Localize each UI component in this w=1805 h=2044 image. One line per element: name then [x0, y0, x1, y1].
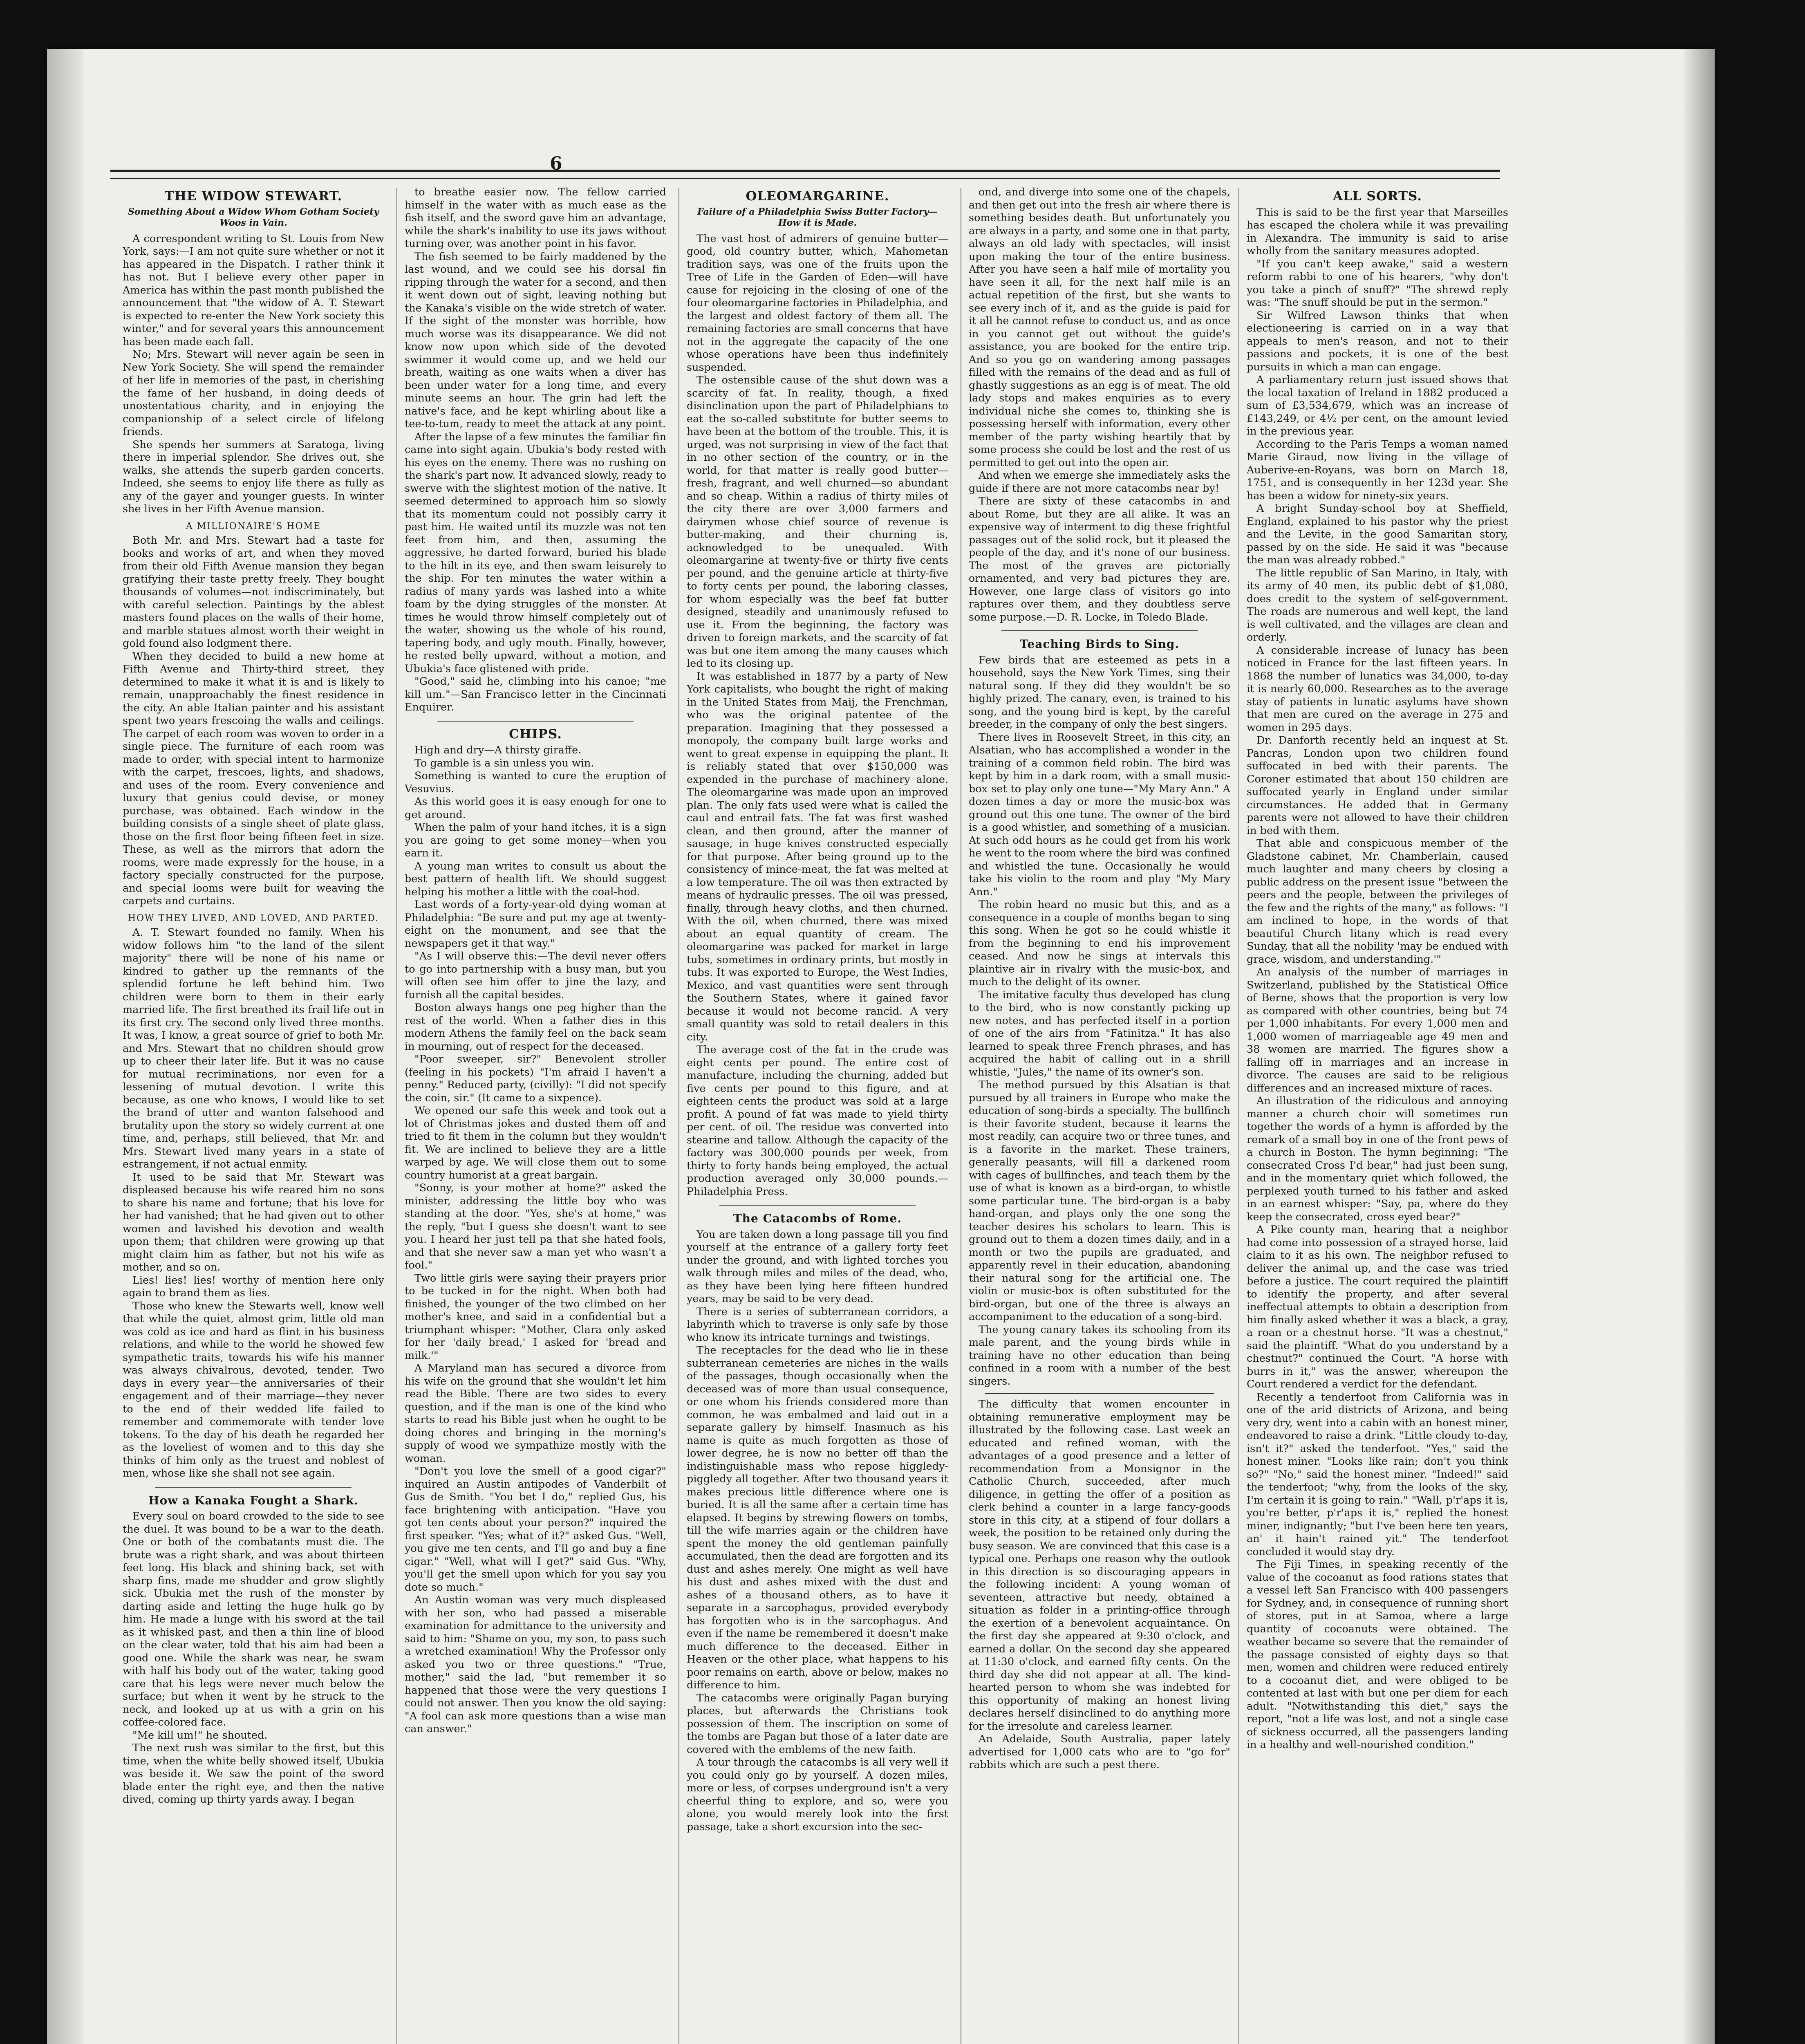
column-2 [405, 186, 666, 2044]
paragraph: An analysis of the number of marriages in Switzerland, published by the Statistical Office of Berne, shows that the proportion is very low as compared with other countries, being but 74 per 1,000 inhabitants. For every 1,000 men and 1,000 women of marriageable age 49 men and 38 women are married. The figures show a falling off in marriages and an increase in divorce. The causes are said to be religious differences and an increased mixture of races. [1247, 966, 1508, 1094]
paragraph: "Sonny, is your mother at home?" asked the minister, addressing the little boy who was standing at the door. "Yes, she's at home," was the reply, "but I guess she doesn't want to see you. I heard her just tell pa that she hated fools, and that she never saw a man yet who wasn't a fool." [405, 1182, 666, 1271]
paragraph: There lives in Roosevelt Street, in this city, an Alsatian, who has accomplished a wonder in the training of a common field robin. The bird was kept by him in a dark room, with a small music-box set to play only one tune—"My Mary Ann." A dozen times a day or more the music-box was ground out this one tune. The owner of the bird is a good whistler, and something of a musician. At such odd hours as he could get from his work he went to the room where the bird was confined and whistled the tune. Occasionally he would take his violin to the room and play "My Mary Ann." [969, 731, 1230, 898]
article-title: ALL SORTS. [1332, 189, 1422, 204]
column-1 [123, 186, 384, 2044]
article-title: THE WIDOW STEWART. [164, 189, 343, 204]
paragraph: According to the Paris Temps a woman named Marie Giraud, now living in the village of Auberive-en-Royans, was born on March 18, 1751, and is consequently in her 123d year. She has been a widow for ninety-six years. [1247, 438, 1508, 502]
article-subtitle: Something About a Widow Whom Gotham Society Woos in Vain. [128, 206, 379, 228]
paragraph: The young canary takes its schooling from its male parent, and the young birds while in training have no other education than being confined in a room with a number of the best singers. [969, 1323, 1230, 1387]
page-edge [1684, 49, 1715, 2044]
paragraph: "Good," said he, climbing into his canoe; "me kill um."—San Francisco letter in the Cincinnati Enquirer. [405, 675, 666, 713]
paragraph: to breathe easier now. The fellow carried himself in the water with as much ease as the fish itself, and the sword gave him an advantage, while the shark's inability to use its jaws without turning over, was another point in his favor. [405, 186, 666, 250]
paragraph: An Austin woman was very much displeased with her son, who had passed a miserable examination for admittance to the university and said to him: "Shame on you, my son, to pass such a wretched examination! Why the Professor only asked you two or three questions." "True, mother," said the lad, "but remember it so happened that those were the very questions I could not answer. Then you know the old saying: "A fool can ask more questions than a wise man can answer." [405, 1594, 666, 1735]
paragraph: "Poor sweeper, sir?" Benevolent stroller (feeling in his pockets) "I'm afraid I haven't a penny." Reduced party, (civilly): "I did not specify the coin, sir." (It came to a sixpence). [405, 1053, 666, 1104]
article-title: CHIPS. [509, 726, 562, 742]
paragraph: To gamble is a sin unless you win. [414, 757, 594, 769]
paragraph: You are taken down a long passage till you find yourself at the entrance of a gallery forty feet under the ground, and with lighted torches you walk through miles and miles of the dead, who, as they have been lying here fifteen hundred years, may be said to be very dead. [687, 1228, 948, 1305]
column-3 [687, 186, 948, 2044]
article-title: Teaching Birds to Sing. [1019, 637, 1180, 651]
paragraph: That able and conspicuous member of the Gladstone cabinet, Mr. Chamberlain, caused much laughter and many cheers by closing a public address on the present issue "between the peers and the people, between the privileges of the few and the rights of the many," as follows: "I am inclined to hope, in the words of that beautiful Church litany which is read every Sunday, that all the nobility 'may be endued with grace, wisdom, and understanding.'" [1247, 837, 1508, 966]
paragraph: After the lapse of a few minutes the familiar fin came into sight again. Ubukia's body rested with his eyes on the enemy. There was no rushing on the shark's part now. It advanced slowly, ready to swerve with the slightest motion of the native. It seemed determined to approach him so slowly that its momentum could not possibly carry it past him. He waited until its muzzle was not ten feet from him, and then, assuming the aggressive, he darted forward, buried his blade to the hilt in its eye, and then swam leisurely to the ship. For ten minutes the water within a radius of many yards was lashed into a white foam by the dying struggles of the monster. At times he would throw himself completely out of the water, showing us the whole of his round, tapering body, and ugly mouth. Finally, however, he rested belly upward, without a motion, and Ubukia's face glistened with pride. [405, 430, 666, 675]
paragraph: A considerable increase of lunacy has been noticed in France for the last fifteen years. In 1868 the number of lunatics was 34,000, to-day it is nearly 60,000. Researches as to the average stay of patients in lunatic asylums have shown that men are cured on the average in 275 and women in 295 days. [1247, 644, 1508, 734]
paragraph: No; Mrs. Stewart will never again be seen in New York Society. She will spend the remainder of her life in memories of the past, in cherishing the fame of her husband, in doing deeds of unostentatious charity, and in enjoying the companionship of a select circle of lifelong friends. [123, 348, 384, 438]
paragraph: The robin heard no music but this, and as a consequence in a couple of months began to sing this song. When he got so he could whistle it from the beginning to end his improvement ceased. And now he sings at intervals this plaintive air in rivalry with the music-box, and much to the delight of its owner. [969, 899, 1230, 988]
paragraph: "Me kill um!" he shouted. [132, 1729, 268, 1741]
paragraph: Both Mr. and Mrs. Stewart had a taste for books and works of art, and when they moved from their old Fifth Avenue mansion they began gratifying their taste pretty freely. They bought thousands of volumes—not indiscriminately, but with careful selection. Paintings by the ablest masters found places on the walls of their home, and marble statues almost worth their weight in gold found also lodgment there. [123, 534, 384, 650]
paragraph: There is a series of subterranean corridors, a labyrinth which to traverse is only safe by those who know its intricate turnings and twistings. [687, 1305, 948, 1344]
column-separator [396, 188, 397, 2044]
paragraph: Something is wanted to cure the eruption of Vesuvius. [405, 770, 666, 795]
article-title: OLEOMARGARINE. [746, 189, 889, 204]
paragraph: A young man writes to consult us about the best pattern of health lift. We should suggest helping his mother a little with the coal-hod. [405, 860, 666, 898]
article-divider [155, 1487, 352, 1488]
paragraph: When they decided to build a new home at Fifth Avenue and Thirty-third street, they determined to make it what it is and is likely to remain, unapproachably the finest residence in the city. An able Italian painter and his assistant spent two years frescoing the walls and ceilings. The carpet of each room was woven to order in a single piece. The furniture of each room was made to order, with special intent to harmonize with the carpet, frescoes, lights, and shadows, and uses of the room. Every convenience and luxury that genius could devise, or money purchase, was obtained. Each window in the building consists of a single sheet of plate glass, those on the first floor being fifteen feet in size. These, as well as the mirrors that adorn the rooms, were made expressly for the house, in a factory specially constructed for the purpose, and special looms were built for weaving the carpets and curtains. [123, 650, 384, 907]
column-5 [1247, 186, 1508, 2044]
article-divider [985, 1393, 1214, 1394]
paragraph: A Maryland man has secured a divorce from his wife on the ground that she wouldn't let him read the Bible. There are two sides to every question, and if the man is one of the kind who starts to read his Bible just when he ought to be doing chores and bringing in the morning's supply of wood we sympathize mostly with the woman. [405, 1362, 666, 1465]
article-title: How a Kanaka Fought a Shark. [148, 1493, 358, 1507]
paragraph: Recently a tenderfoot from California was in one of the arid districts of Arizona, and being very dry, went into a cabin with an honest miner, endeavored to raise a drink. "Little cloudy to-day, isn't it?" asked the tenderfoot. "Yes," said the honest miner. "Looks like rain; don't you think so?" "No," said the honest miner. "Indeed!" said the tenderfoot; "why, from the looks of the sky, I'm certain it is going to rain." "Wall, p'r'aps it is, you're better, p'r'aps it is," replied the honest miner, indignantly; "but I've been here ten years, an' it hain't rained yit." The tenderfoot concluded it would stay dry. [1247, 1391, 1508, 1558]
paragraph: She spends her summers at Saratoga, living there in imperial splendor. She drives out, she walks, she attends the superb garden concerts. Indeed, she seems to enjoy life there as fully as any of the gayer and younger guests. In winter she lives in her Fifth Avenue mansion. [123, 438, 384, 515]
paragraph: High and dry—A thirsty giraffe. [414, 744, 582, 756]
paragraph: Those who knew the Stewarts well, know well that while the quiet, almost grim, little old man was cold as ice and hard as flint in his business relations, and while to the world he showed few sympathetic traits, towards his wife his manner was always chivalrous, devoted, tender. Two days in every year—the anniversaries of their engagement and of their marriage—they never to the end of their wedded life failed to remember and commemorate with tender love tokens. To the day of his death he regarded her as the loveliest of women and to this day she thinks of him only as the truest and noblest of men, whose like she shall not see again. [123, 1300, 384, 1479]
paragraph: Lies! lies! lies! worthy of mention here only again to brand them as lies. [123, 1274, 384, 1299]
paragraph: Last words of a forty-year-old dying woman at Philadelphia: "Be sure and put my age at twenty-eight on the monument, and see that the newspapers get it that way." [405, 899, 666, 950]
paragraph: A bright Sunday-school boy at Sheffield, England, explained to his pastor why the priest and the Levite, in the good Samaritan story, passed by on the side. He said it was "because the man was already robbed." [1247, 502, 1508, 566]
section-subhead: HOW THEY LIVED, AND LOVED, AND PARTED. [128, 913, 379, 923]
paragraph: It used to be said that Mr. Stewart was displeased because his wife reared him no sons to share his name and fortune; that his love for her had vanished; that he had given out to other women and lavished his devotion and wealth upon them; that children were growing up that might claim him as father, but not his wife as mother, and so on. [123, 1171, 384, 1273]
paragraph: "Don't you love the smell of a good cigar?" inquired an Austin antipodes of Vanderbilt of Gus de Smith. "You bet I do," replied Gus, his face brightening with anticipation. "Have you got ten cents about your person?" inquired the first speaker. "Yes; what of it?" asked Gus. "Well, you give me ten cents, and I'll go and buy a fine cigar." "Well, what will I get?" said Gus. "Why, you'll get the smell upon which for you say you dote so much." [405, 1465, 666, 1594]
paragraph: We opened our safe this week and took out a lot of Christmas jokes and dusted them off and tried to fit them in the column but they wouldn't fit. We are inclined to believe they are a little warped by age. We will close them out to some country humorist at a great bargain. [405, 1105, 666, 1181]
header-rule [110, 170, 1500, 179]
paragraph: Boston always hangs one peg higher than the rest of the world. When a father dies in this modern Athens the family feel on the back seam in mourning, out of respect for the deceased. [405, 1002, 666, 1053]
article-divider [719, 1205, 916, 1206]
paragraph: The average cost of the fat in the crude was eight cents per pound. The entire cost of manufacture, including the churning, added but five cents per pound to this figure, and at eighteen cents the product was sold at a large profit. A pound of fat was made to yield thirty per cent. of oil. The residue was converted into stearine and tallow. Although the capacity of the factory was 300,000 pounds per week, from thirty to forty hands being employed, the actual production averaged only 30,000 pounds.—Philadelphia Press. [687, 1044, 948, 1198]
paragraph: Two little girls were saying their prayers prior to be tucked in for the night. When both had finished, the younger of the two climbed on her mother's knee, and said in a confidential but a triumphant whisper: "Mother, Clara only asked for her 'daily bread,' I asked for 'bread and milk.'" [405, 1272, 666, 1362]
paragraph: A correspondent writing to St. Louis from New York, says:—I am not quite sure whether or not it has appeared in the Dispatch. I rather think it has not. But I believe every other paper in America has within the past month published the announcement that "the widow of A. T. Stewart is expected to re-enter the New York society this winter," and for several years this announcement has been made each fall. [123, 232, 384, 348]
column-4 [969, 186, 1230, 2044]
paragraph: There are sixty of these catacombs in and about Rome, but they are all alike. It was an expensive way of interment to dig these frightful passages out of the solid rock, but it pleased the people of the day, and it's none of our business. The most of the graves are pictorially ornamented, and very bad pictures they are. However, one large class of visitors go into raptures over them, and they doubtless serve some purpose.—D. R. Locke, in Toledo Blade. [969, 495, 1230, 623]
article-title: The Catacombs of Rome. [733, 1212, 902, 1225]
paragraph: The fish seemed to be fairly maddened by the last wound, and we could see his dorsal fin ripping through the water for a second, and then it went down out of sight, leaving nothing but the Kanaka's visible on the wide stretch of water. If the sight of the monster was horrible, how much worse was its disappearance. We did not know now upon which side of the devoted swimmer it would come up, and we held our breath, waiting as one waits when a diver has been under water for a long time, and every minute seems an hour. The grin had left the native's face, and he kept whirling about like a tee-to-tum, ready to meet the attack at any point. [405, 250, 666, 430]
paragraph: The ostensible cause of the shut down was a scarcity of fat. In reality, though, a fixed disinclination upon the part of Philadelphians to eat the so-called substitute for butter seems to have been at the bottom of the trouble. This, it is urged, was not surprising in view of the fact that in no other section of the country, or in the world, for that matter is really good butter—fresh, fragrant, and well churned—so abundant and so cheap. Within a radius of thirty miles of the city there are over 3,000 farmers and dairymen whose chief source of revenue is butter-making, and their churning is, acknowledged to be unequaled. With oleomargarine at twenty-five or thirty five cents per pound, and the genuine article at thirty-five to forty cents per pound, the laboring classes, for whom especially was the beef fat butter designed, steadily and unanimously refused to use it. From the beginning, the factory was driven to foreign markets, and the scarcity of fat was but one item among the many causes which led to its closing up. [687, 374, 948, 670]
page-number: 6 [550, 153, 565, 174]
paragraph: A Pike county man, hearing that a neighbor had come into possession of a strayed horse, laid claim to it as his own. The neighbor refused to deliver the animal up, and the case was tried before a justice. The court required the plaintiff to identify the property, and after several ineffectual attempts to obtain a description from him finally asked whether it was a black, a gray, a roan or a chestnut horse. "It was a chestnut," said the plaintiff. "What do you understand by a chestnut?" continued the Court. "A horse with burrs in it," was the answer, whereupon the Court rendered a verdict for the defendant. [1247, 1224, 1508, 1390]
paragraph: "As I will observe this:—The devil never offers to go into partnership with a busy man, but you will often see him offer to jine the lazy, and furnish all the capital besides. [405, 950, 666, 1001]
paragraph: The little republic of San Marino, in Italy, with its army of 40 men, its public debt of $1,080, does credit to the system of self-government. The roads are numerous and well kept, the land is well cultivated, and the villages are clean and orderly. [1247, 567, 1508, 643]
paragraph: The Fiji Times, in speaking recently of the value of the cocoanut as food rations states that a vessel left San Francisco with 400 passengers for Sydney, and, in consequence of running short of stores, put in at Samoa, where a large quantity of cocoanuts were obtained. The weather became so severe that the remainder of the passage consisted of eighty days so that men, women and children were reduced entirely to a cocoanut diet, and were obliged to be contented at last with but one per diem for each adult. "Notwithstanding this diet," says the report, "not a life was lost, and not a single case of sickness occurred, all the passengers landing in a healthy and well-nourished condition." [1247, 1558, 1508, 1751]
paragraph: Dr. Danforth recently held an inquest at St. Pancras, London upon two children found suffocated in bed with their parents. The Coroner estimated that about 150 children are suffocated yearly in England under similar circumstances. He added that in Germany parents were not allowed to have their children in bed with them. [1247, 734, 1508, 837]
paragraph: A parliamentary return just issued shows that the local taxation of Ireland in 1882 produced a sum of £3,534,679, which was an increase of £143,249, or 4½ per cent, on the amount levied in the previous year. [1247, 374, 1508, 437]
paragraph: As this world goes it is easy enough for one to get around. [405, 796, 666, 821]
paragraph: "If you can't keep awake," said a western reform rabbi to one of his hearers, "why don't you take a pinch of snuff?" "The shrewd reply was: "The snuff should be put in the sermon." [1247, 258, 1508, 309]
paragraph: The difficulty that women encounter in obtaining remunerative employment may be illustrated by the following case. Last week an educated and refined woman, with the advantages of a good presence and a letter of recommendation from a Monsignor in the Catholic Church, succeeded, after much diligence, in getting the offer of a position as clerk behind a counter in a large fancy-goods store in this city, at a stipend of four dollars a week, the position to be retained only during the busy season. We are convinced that this case is a typical one. Perhaps one reason why the outlook in this direction is so discouraging appears in the following incident: A young woman of seventeen, attractive but needy, obtained a situation as folder in a printing-office through the exertion of a benevolent acquaintance. On the first day she appeared at 9:30 o'clock, and earned a dollar. On the second day she appeared at 11:30 o'clock, and earned fifty cents. On the third day she did not appear at all. The kind-hearted person to whom she was indebted for this opportunity of making an honest living declares herself disinclined to do anything more for the irresolute and careless learner. [969, 1398, 1230, 1732]
article-divider [1001, 630, 1198, 631]
paragraph: Few birds that are esteemed as pets in a household, says the New York Times, sing their natural song. If they did they wouldn't be so highly prized. The canary, even, is trained to his song, and the young bird is kept, by the careful breeder, in the company of only the best singers. [969, 654, 1230, 731]
paragraph: The method pursued by this Alsatian is that pursued by all trainers in Europe who make the education of song-birds a specialty. The bullfinch is their favorite student, because it learns the most readily, can acquire two or three tunes, and is a favorite in the market. These trainers, generally peasants, will fill a darkened room with cages of bullfinches, and teach them by the use of what is known as a bird-organ, to whistle some particular tune. The bird-organ is a baby hand-organ, and plays only the one song the teacher desires his scholars to learn. This is ground out to them a dozen times daily, and in a month or two the pupils are graduated, and apparently revel in their education, abandoning their natural song for the artificial one. The violin or music-box is often substituted for the bird-organ, but one of the three is always an accompaniment to the education of a song-bird. [969, 1079, 1230, 1323]
paragraph: An illustration of the ridiculous and annoying manner a church choir will sometimes run together the words of a hymn is afforded by the remark of a small boy in one of the front pews of a church in Boston. The hymn beginning: "The consecrated Cross I'd bear," had just been sung, and in the momentary quiet which followed, the perplexed youth turned to his father and asked in an earnest whisper: "Say, pa, where do they keep the consecrated, cross eyed bear?" [1247, 1095, 1508, 1223]
paragraph: The receptacles for the dead who lie in these subterranean cemeteries are niches in the walls of the passages, though occasionally when the deceased was of more than usual consequence, or one whom his friends considered more than common, he was embalmed and laid out in a separate gallery by himself. Inasmuch as his name is quite as much forgotten as those of lower degree, he is now no better off than the indistinguishable mass who repose higgledy-piggledy all together. After two thousand years it makes precious little difference where one is buried. It is all the same after a certain time has elapsed. It begins by strewing flowers on tombs, till the wife marries again or the children have spent the money the old gentleman painfully accumulated, then the dead are forgotten and its dust and ashes merely. One might as well have his dust and ashes mixed with the dust and ashes of a thousand others, as to have it separate in a sarcophagus, provided everybody has forgotten who is in the sarcophagus. And even if the name be remembered it doesn't make much difference to the deceased. Either in Heaven or the other place, what happens to his poor remains on earth, above or below, makes no difference to him. [687, 1344, 948, 1691]
paragraph: It was established in 1877 by a party of New York capitalists, who bought the right of making in the United States from Maij, the Frenchman, who was the original patentee of the preparation. Imagining that they possessed a monopoly, the company built large works and went to great expense in equipping the plant. It is reliably stated that over $150,000 was expended in the purchase of machinery alone. The oleomargarine was made upon an improved plan. The only fats used were what is called the caul and entrail fats. The fat was first washed clean, and then ground, after the manner of sausage, in huge knives constructed especially for that purpose. After being ground up to the consistency of mince-meat, the fat was melted at a low temperature. The oil was then extracted by means of hydraulic presses. The oil was pressed, finally, through heavy cloths, and then churned. With the oil, when churned, there was mixed about an equal quantity of cream. The oleomargarine was packed for market in large tubs, sometimes in ordinary prints, but mostly in tubs. It was exported to Europe, the West Indies, Mexico, and vast quantities were sent through the Southern States, where it gained favor because it would not become rancid. A very small quantity was sold to retail dealers in this city. [687, 670, 948, 1043]
paragraph: The next rush was similar to the first, but this time, when the white belly showed itself, Ubukia was beside it. We saw the point of the sword blade enter the right eye, and then the native dived, coming up thirty yards away. I began [123, 1742, 384, 1806]
paragraph: And when we emerge she immediately asks the guide if there are not more catacombs near by! [969, 469, 1230, 495]
page-gutter [47, 49, 84, 2044]
article-divider [437, 721, 634, 722]
paragraph: An Adelaide, South Australia, paper lately advertised for 1,000 cats who are to "go for" rabbits which are such a pest there. [969, 1733, 1230, 1771]
paragraph: The imitative faculty thus developed has clung to the bird, who is now constantly picking up new notes, and has perfected itself in a portion of one of the airs from "Fatinitza." It has also learned to speak three French phrases, and has acquired the habit of calling out in a shrill whistle, "Jules," the name of its owner's son. [969, 988, 1230, 1078]
column-separator [1238, 188, 1239, 2044]
paragraph: A. T. Stewart founded no family. When his widow follows him "to the land of the silent majority" there will be none of his name or kindred to gather up the remnants of the splendid fortune he left behind him. Two children were born to them in their early married life. The first breathed its frail life out in its first cry. The second only lived three months. It was, I know, a great source of grief to both Mr. and Mrs. Stewart that no children should grow up to cheer their later life. But it was no cause for mutual recriminations, nor even for a lessening of mutual devotion. I write this because, as one who knows, I would like to set the brand of utter and wanton falsehood and brutality upon the story so widely current at one time, and, perhaps, still believed, that Mr. and Mrs. Stewart lived many years in a state of estrangement, if not actual enmity. [123, 926, 384, 1170]
paragraph: The catacombs were originally Pagan burying places, but afterwards the Christians took possession of them. The inscription on some of the tombs are Pagan but those of a later date are covered with the emblems of the new faith. [687, 1692, 948, 1756]
section-subhead: A MILLIONAIRE'S HOME [186, 521, 321, 531]
paragraph: ond, and diverge into some one of the chapels, and then get out into the fresh air where there is something besides death. But unfortunately you are always in a party, and some one in that party, always an old lady with spectacles, will insist upon making the tour of the entire business. After you have seen a half mile of mortality you have seen it all, for the next half mile is an actual repetition of the first, but she wants to see every inch of it, and as the guide is paid for it all he cannot refuse to conduct us, and as once in you cannot get out without the guide's assistance, you are booked for the entire trip. And so you go on wandering among passages filled with the remains of the dead and as full of ghastly suggestions as an egg is of meat. The old lady stops and makes enquiries as to every individual niche she comes to, thinking she is possessing herself with information, every other member of the party wishing heartily that by some process she could be lost and the rest of us permitted to get out into the open air. [969, 186, 1230, 469]
paragraph: When the palm of your hand itches, it is a sign you are going to get some money—when you earn it. [405, 821, 666, 859]
paragraph: Every soul on board crowded to the side to see the duel. It was bound to be a war to the death. One or both of the combatants must die. The brute was a right shark, and was about thirteen feet long. His black and shining back, set with sharp fins, made me shudder and grow slightly sick. Ubukia met the rush of the monster by darting aside and letting the huge hulk go by him. He made a lunge with his sword at the tail as it whisked past, and then a thin line of blood on the clear water, told that his aim had been a good one. While the shark was near, he swam with half his body out of the water, taking good care that his legs were never much below the surface; but when it went by he struck to the neck, and looked up at us with a grin on his coffee-colored face. [123, 1510, 384, 1728]
paragraph: Sir Wilfred Lawson thinks that when electioneering is carried on in a way that appeals to men's reason, and not to their passions and pockets, it is one of the best pursuits in which a man can engage. [1247, 309, 1508, 373]
paragraph: This is said to be the first year that Marseilles has escaped the cholera while it was prevailing in Alexandra. The immunity is said to arise wholly from the sanitary measures adopted. [1247, 206, 1508, 257]
article-subtitle: Failure of a Philadelphia Swiss Butter Factory—How it is Made. [697, 206, 938, 228]
paragraph: A tour through the catacombs is all very well if you could only go by yourself. A dozen miles, more or less, of corpses underground isn't a very cheerful thing to explore, and so, were you alone, you would merely look into the first passage, take a short excursion into the sec- [687, 1756, 948, 1833]
paragraph: The vast host of admirers of genuine butter—good, old country butter, which, Mahometan tradition says, was one of the fruits upon the Tree of Life in the Garden of Eden—will have cause for rejoicing in the closing of one of the four oleomargarine factories in Philadelphia, and the largest and oldest factory of them all. The remaining factories are small concerns that have not in the aggregate the capacity of the one whose operations have been thus indefinitely suspended. [687, 232, 948, 374]
